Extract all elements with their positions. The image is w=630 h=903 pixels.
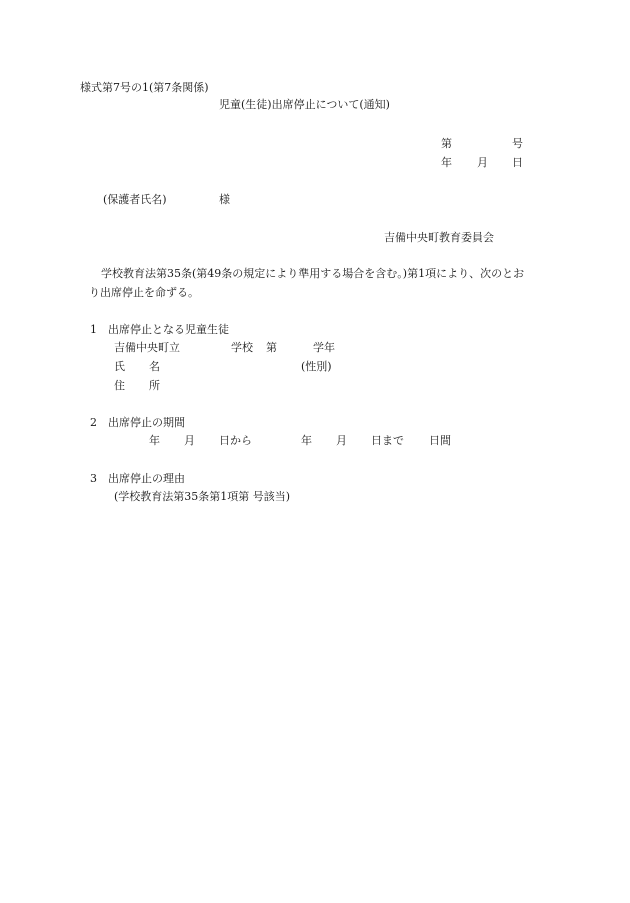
period-to-day: 日まで xyxy=(371,434,404,447)
section-3-number: 3 xyxy=(90,472,97,485)
period-from-year: 年 xyxy=(149,434,160,447)
period-from-day: 日から xyxy=(219,434,252,447)
section-3-heading: 出席停止の理由 xyxy=(108,472,185,485)
school-label: 学校 xyxy=(231,341,253,354)
address-label-b: 所 xyxy=(149,379,160,392)
issuer-name: 吉備中央町教育委員会 xyxy=(384,231,494,244)
school-prefix: 吉備中央町立 xyxy=(114,341,180,354)
date-year: 年 xyxy=(441,156,452,169)
reason-text: (学校教育法第35条第1項第 号該当) xyxy=(114,490,291,503)
address-label-a: 住 xyxy=(114,379,125,392)
doc-number-go: 号 xyxy=(512,137,523,150)
grade-label: 学年 xyxy=(313,341,335,354)
name-label-b: 名 xyxy=(149,360,160,373)
document-title: 児童(生徒)出席停止について(通知) xyxy=(219,98,390,111)
form-label: 様式第7号の1(第7条関係) xyxy=(80,81,209,94)
doc-number-dai: 第 xyxy=(441,137,452,150)
date-day: 日 xyxy=(512,156,523,169)
honorific-sama: 様 xyxy=(219,193,230,206)
period-from-month: 月 xyxy=(184,434,195,447)
body-text-line-1: 学校教育法第35条(第49条の規定により準用する場合を含む。)第1項により、次のとお xyxy=(101,267,525,280)
grade-dai: 第 xyxy=(266,341,277,354)
date-month: 月 xyxy=(477,156,488,169)
period-to-year: 年 xyxy=(301,434,312,447)
guardian-name-label: (保護者氏名) xyxy=(103,193,167,206)
section-1-number: 1 xyxy=(90,323,97,336)
name-label-a: 氏 xyxy=(114,360,125,373)
section-2-number: 2 xyxy=(90,416,97,429)
period-days: 日間 xyxy=(429,434,451,447)
period-to-month: 月 xyxy=(336,434,347,447)
section-2-heading: 出席停止の期間 xyxy=(108,416,185,429)
body-text-line-2: り出席停止を命ずる。 xyxy=(89,286,199,299)
sex-label: (性別) xyxy=(301,360,332,373)
section-1-heading: 出席停止となる児童生徒 xyxy=(108,323,229,336)
